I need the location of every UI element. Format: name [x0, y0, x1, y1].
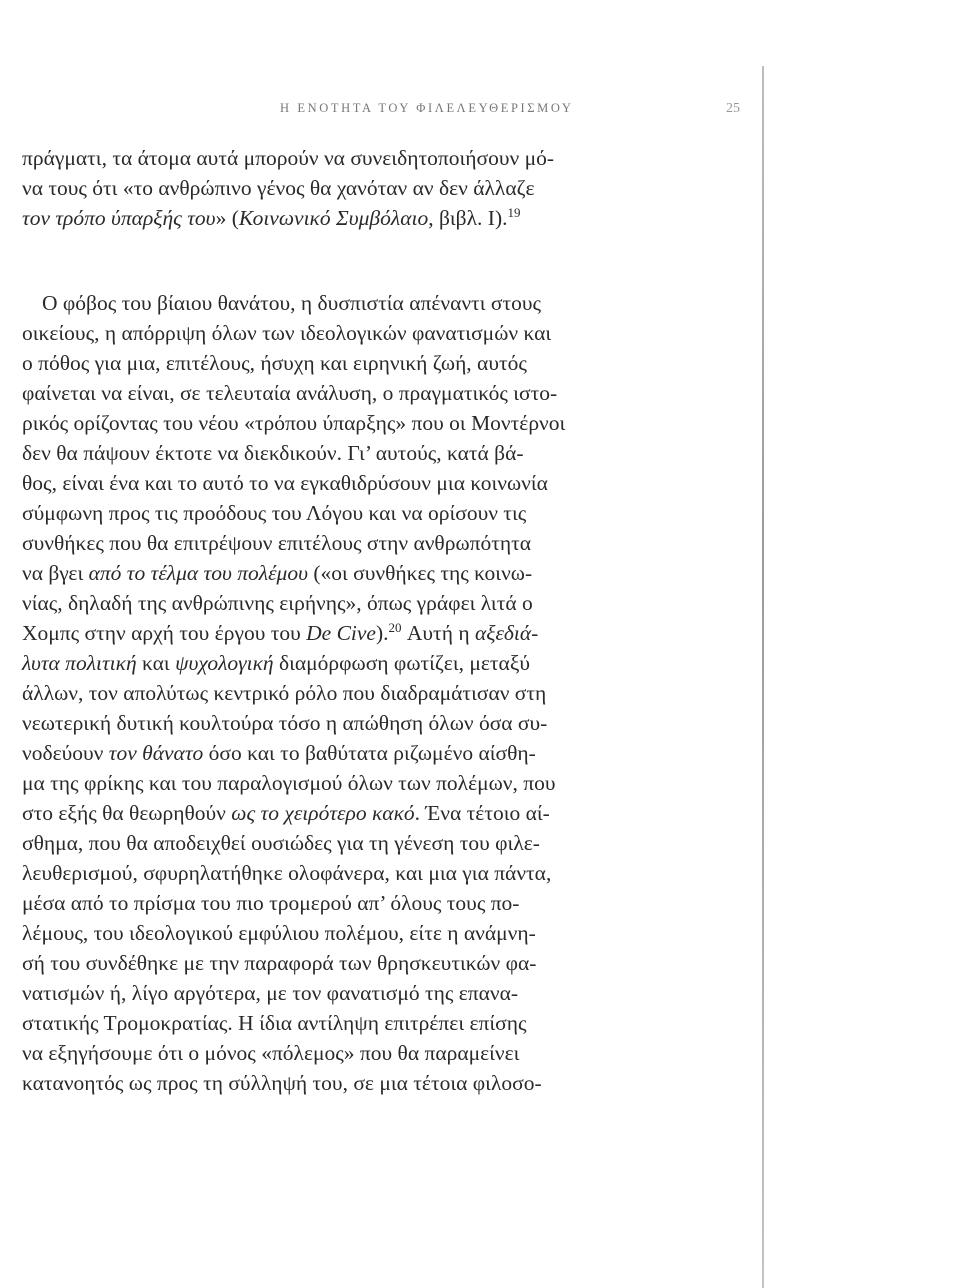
text-line: φαίνεται να είναι, σε τελευταία ανάλυση, ο πραγματικός ιστο-: [22, 381, 558, 405]
text-line: ο πόθος για μια, επιτέλους, ήσυχη και ειρηνική ζωή, αυτός: [22, 351, 527, 375]
text-line: στατικής Τρομοκρατίας. Η ίδια αντίληψη επιτρέπει επίσης: [22, 1011, 527, 1035]
text-line: λευθερισμού, σφυρηλατήθηκε ολοφάνερα, και μια για πάντα,: [22, 861, 552, 885]
page-binding-edge: [762, 66, 764, 1288]
text-line: ρικός ορίζοντας του νέου «τρόπου ύπαρξης» που οι Μοντέρνοι: [22, 411, 566, 435]
text-line: σθημα, που θα αποδειχθεί ουσιώδες για τη γένεση του φιλε-: [22, 831, 540, 855]
text-line: μα της φρίκης και του παραλογισμού όλων των πολέμων, που: [22, 771, 556, 795]
work-title-italic: Κοινωνικό Συμβόλαιο: [238, 206, 429, 230]
text-line: νίας, δηλαδή της ανθρώπινης ειρήνης», όπως γράφει λιτά ο: [22, 591, 533, 615]
text-line: οικείους, η απόρριψη όλων των ιδεολογικών φανατισμών και: [22, 321, 552, 345]
text-line: να τους ότι «το ανθρώπινο γένος θα χανόταν αν δεν άλλαζε: [22, 176, 535, 200]
text-line: στο εξής θα θεωρηθούν ως το χειρότερο κακό. Ένα τέτοιο αί-: [22, 801, 550, 825]
text-line: πράγματι, τα άτομα αυτά μπορούν να συνειδητοποιήσουν μό-: [22, 146, 554, 170]
text-line: λέμους, του ιδεολογικού εμφύλιου πολέμου, είτε η ανάμνη-: [22, 921, 536, 945]
emphasis-italic: αξεδιά-: [474, 621, 539, 645]
text-line: να βγει από το τέλμα του πολέμου («οι συνθήκες της κοινω-: [22, 561, 533, 585]
text-line: Ο φόβος του βίαιου θανάτου, η δυσπιστία απέναντι στους: [42, 291, 541, 315]
running-head-title: Η ΕΝΟΤΗΤΑ ΤΟΥ ΦΙΛΕΛΕΥΘΕΡΙΣΜΟΥ: [280, 101, 574, 115]
text-line: μέσα από το πρίσμα του πιο τρομερού απ’ όλους τους πο-: [22, 891, 520, 915]
footnote-ref: 20: [388, 619, 402, 635]
text-line: τον τρόπο ύπαρξής του» (Κοινωνικό Συμβόλαιο, βιβλ. Ι).$^{19}$: [22, 204, 521, 230]
page-number: 25: [726, 101, 740, 116]
text-line: νατισμών ή, λίγο αργότερα, με τον φανατισμό της επανα-: [22, 981, 519, 1005]
emphasis-italic: ως το χειρότερο κακό: [231, 801, 415, 825]
text-line: νοδεύουν τον θάνατο όσο και το βαθύτατα ριζωμένο αίσθη-: [22, 741, 536, 765]
work-title-italic: De Cive: [306, 621, 376, 645]
text-line: Χομπς στην αρχή του έργου του De Cive).$^{20}$ Αυτή η αξεδιά-: [22, 619, 539, 645]
text-line: συνθήκες που θα επιτρέψουν επιτέλους στην ανθρωπότητα: [22, 531, 531, 555]
footnote-ref: 19: [507, 204, 521, 220]
text-line: λυτα πολιτική και ψυχολογική διαμόρφωση φωτίζει, μεταξύ: [22, 651, 531, 675]
text-line: κατανοητός ως προς τη σύλληψή του, σε μια τέτοια φιλοσο-: [22, 1071, 542, 1095]
emphasis-italic: από το τέλμα του πολέμου: [88, 561, 308, 585]
text-line: νεωτερική δυτική κουλτούρα τόσο η απώθηση όλων όσα συ-: [22, 711, 548, 735]
text-line: να εξηγήσουμε ότι ο μόνος «πόλεμος» που θα παραμείνει: [22, 1041, 520, 1065]
text-line: θος, είναι ένα και το αυτό το να εγκαθιδρύσουν μια κοινωνία: [22, 471, 548, 495]
emphasis-italic: τον θάνατο: [108, 741, 204, 765]
text-line: σή του συνδέθηκε με την παραφορά των θρησκευτικών φα-: [22, 951, 537, 975]
text-line: δεν θα πάψουν έκτοτε να διεκδικούν. Γι’ αυτούς, κατά βά-: [22, 441, 524, 465]
emphasis-italic: ψυχολογική: [175, 651, 274, 675]
emphasis-italic: λυτα πολιτική: [22, 651, 137, 675]
text-line: άλλων, τον απολύτως κεντρικό ρόλο που διαδραμάτισαν στη: [22, 681, 547, 705]
book-quote-italic: τον τρόπο ύπαρξής του: [22, 206, 216, 230]
text-line: σύμφωνη προς τις προόδους του Λόγου και να ορίσουν τις: [22, 501, 527, 525]
